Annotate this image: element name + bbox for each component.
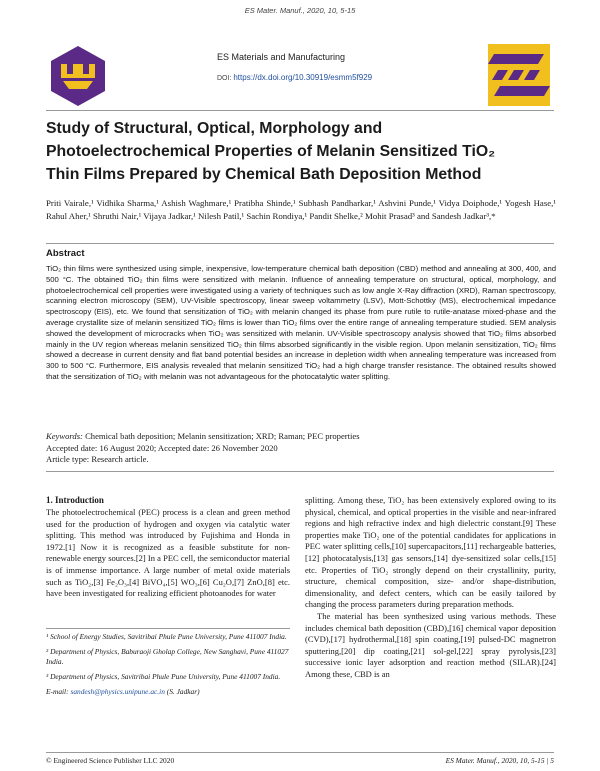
header-citation: ES Mater. Manuf., 2020, 10, 5-15 (244, 6, 356, 15)
title-line-2: Photoelectrochemical Properties of Melanin Sensitized TiO₂ (46, 143, 496, 160)
journal-info (217, 52, 387, 82)
column-left (46, 495, 290, 600)
intro-paragraph-3: The material has been synthesized using various methods. These includes chemical bath deposition (CBD),[16] chemical vapor deposition (CVD),[17] hydrothermal,[18] spin coating,[19] pulsed-DC magnetron sputtering,[20] dip coating,[21] sol-gel,[22] spray pyrolysis,[23] successive ionic layer adsorption and reaction method (SILAR).[24] Among these, CBD is an (305, 610, 556, 679)
journal-logo-left-icon (46, 44, 110, 108)
footer-citation: ES Mater. Manuf., 2020, 10, 5-15 | 5 (445, 756, 554, 765)
keywords-line (46, 431, 556, 443)
footnote-1: ¹ School of Energy Studies, Savitribai Phule Pune University, Pune 411007 India. (46, 632, 287, 641)
intro-heading: 1. Introduction (46, 495, 104, 505)
publisher-logo-right-icon (488, 44, 550, 106)
author-list: Priti Vairale,¹ Vidhika Sharma,¹ Ashish Waghmare,¹ Pratibha Shinde,¹ Subhash Pandharkar,¹ Ashvini Punde,¹ Vidya Doiphode,¹ Yogesh Hase,¹ Rahul Aher,¹ Shruthi Nair,¹ Vijaya Jadkar,¹ Nilesh Patil,¹ Sachin Rondiya,¹ Pandit Shelke,² Mohit Prasad³ and Sandesh Jadkar³,* (46, 198, 556, 221)
journal-doi (217, 73, 387, 82)
footer-divider (46, 752, 554, 753)
footer-copyright: © Engineered Science Publisher LLC 2020 (46, 756, 175, 765)
dates-line: Accepted date: 16 August 2020; Accepted date: 26 November 2020 (46, 442, 278, 453)
email-name: (S. Jadkar) (166, 687, 200, 696)
title-line-3: Thin Films Prepared by Chemical Bath Deposition Method (46, 166, 482, 183)
footnote-email (46, 687, 290, 697)
keywords-label: Keywords: (46, 431, 83, 441)
email-label: E-mail: (46, 687, 69, 696)
abstract-text: TiO₂ thin films were synthesized using simple, inexpensive, low-temperature chemical bath deposition (CBD) method and annealing at 300, 400, and 500 °C. The obtained TiO₂ thin films were sensitized with melanin. Influence of annealing temperature on structural, optical, morphology, and photoelectrochemical cell properties were investigated using a variety of techniques such as low angle X-Ray diffraction (XRD), Raman spectroscopy, scanning electron microscopy (SEM), UV-Visible spectroscopy, linear sweep voltammetry (LSV), Mott-Schottky (MS), electrochemical impedance spectroscopy (EIS), etc. We found that sensitization of TiO₂ with melanin changed its phase from pure rutile to rutile-anatase mixed-phase and the average crystallite size of melanin sensitized TiO₂ films is lower than TiO₂ films over the entire range of annealing temperature studied. SEM analysis showed the development of microcracks when TiO₂ was sensitized with melanin. UV-Visible spectroscopy analysis showed that TiO₂ films absorbed mainly in the UV region whereas melanin sensitized TiO₂ thin films absorbed significantly in the visible region. Upon melanin sensitization, TiO₂ films showed a decrease in current density and flat band potential besides an increase in depletion width when annealing temperature was increased from 300 to 500 °C. Furthermore, EIS analysis revealed that melanin sensitized TiO₂ had a high charge transfer resistance. The obtained results showed that the sensitization of TiO₂ with melanin was not advantageous for the photocatalytic water splitting. (46, 264, 556, 381)
email-link[interactable]: sandesh@physics.unipune.ac.in (70, 687, 165, 696)
doi-link[interactable]: https://dx.doi.org/10.30919/esmm5f929 (233, 73, 373, 82)
title-line-1: Study of Structural, Optical, Morphology and (46, 120, 383, 137)
journal-name: ES Materials and Manufacturing (217, 52, 346, 62)
footnote-2: ² Department of Physics, Baburaoji Gholap College, New Sanghavi, Pune 411027 India. (46, 647, 289, 666)
keywords-value: Chemical bath deposition; Melanin sensitization; XRD; Raman; PEC properties (85, 431, 360, 441)
header-divider (46, 110, 554, 111)
doi-label: DOI: (217, 75, 232, 82)
footnote-divider (46, 628, 290, 629)
abstract-divider (46, 243, 554, 244)
column-right (305, 495, 556, 681)
intro-paragraph-2: splitting. Among these, TiO₂ has been extensively explored owing to its physical, chemical, and optical properties in the visible and near-infrared regions and high refractive index and high dielectric constant.[9] These properties make TiO₂ one of the potential candidates for applications in PEC water splitting cells,[10] supercapacitors,[11] rechargeable batteries,[12] photocatalysis,[13] gas sensors,[14] dye-sensitized solar cells,[15] etc. Properties of TiO₂ strongly depend on their crystallinity, purity, structure, chemical composition, size- and/or shape-distribution, dimensionality, and defect centers, which can be easily tailored by changing the process parameters during preparation methods. (305, 495, 556, 610)
article-meta (46, 431, 556, 466)
body-divider (46, 471, 554, 472)
abstract-heading: Abstract (46, 248, 85, 259)
article-type-line: Article type: Research article. (46, 454, 149, 465)
footnote-3: ³ Department of Physics, Savitribai Phule Pune University, Pune 411007 India. (46, 672, 281, 681)
intro-paragraph-1: The photoelectrochemical (PEC) process is a clean and green method used for the production of hydrogen and oxygen via catalytic water splitting. This method was introduced by Fujishima and Honda in 1972.[1] Now it is recognized as a feasible substitute for non-renewable energy sources.[2] In a PEC cell, the semiconductor material is of immense importance. A large number of metal oxide materials such as TiO₂,[3] Fe₂O₃,[4] BiVO₄,[5] WO₃,[6] Cu₂O,[7] ZnO,[8] etc. have been investigated for realizing efficient photoanodes for water (46, 507, 290, 599)
footnotes (46, 632, 290, 702)
article-title (46, 117, 556, 186)
